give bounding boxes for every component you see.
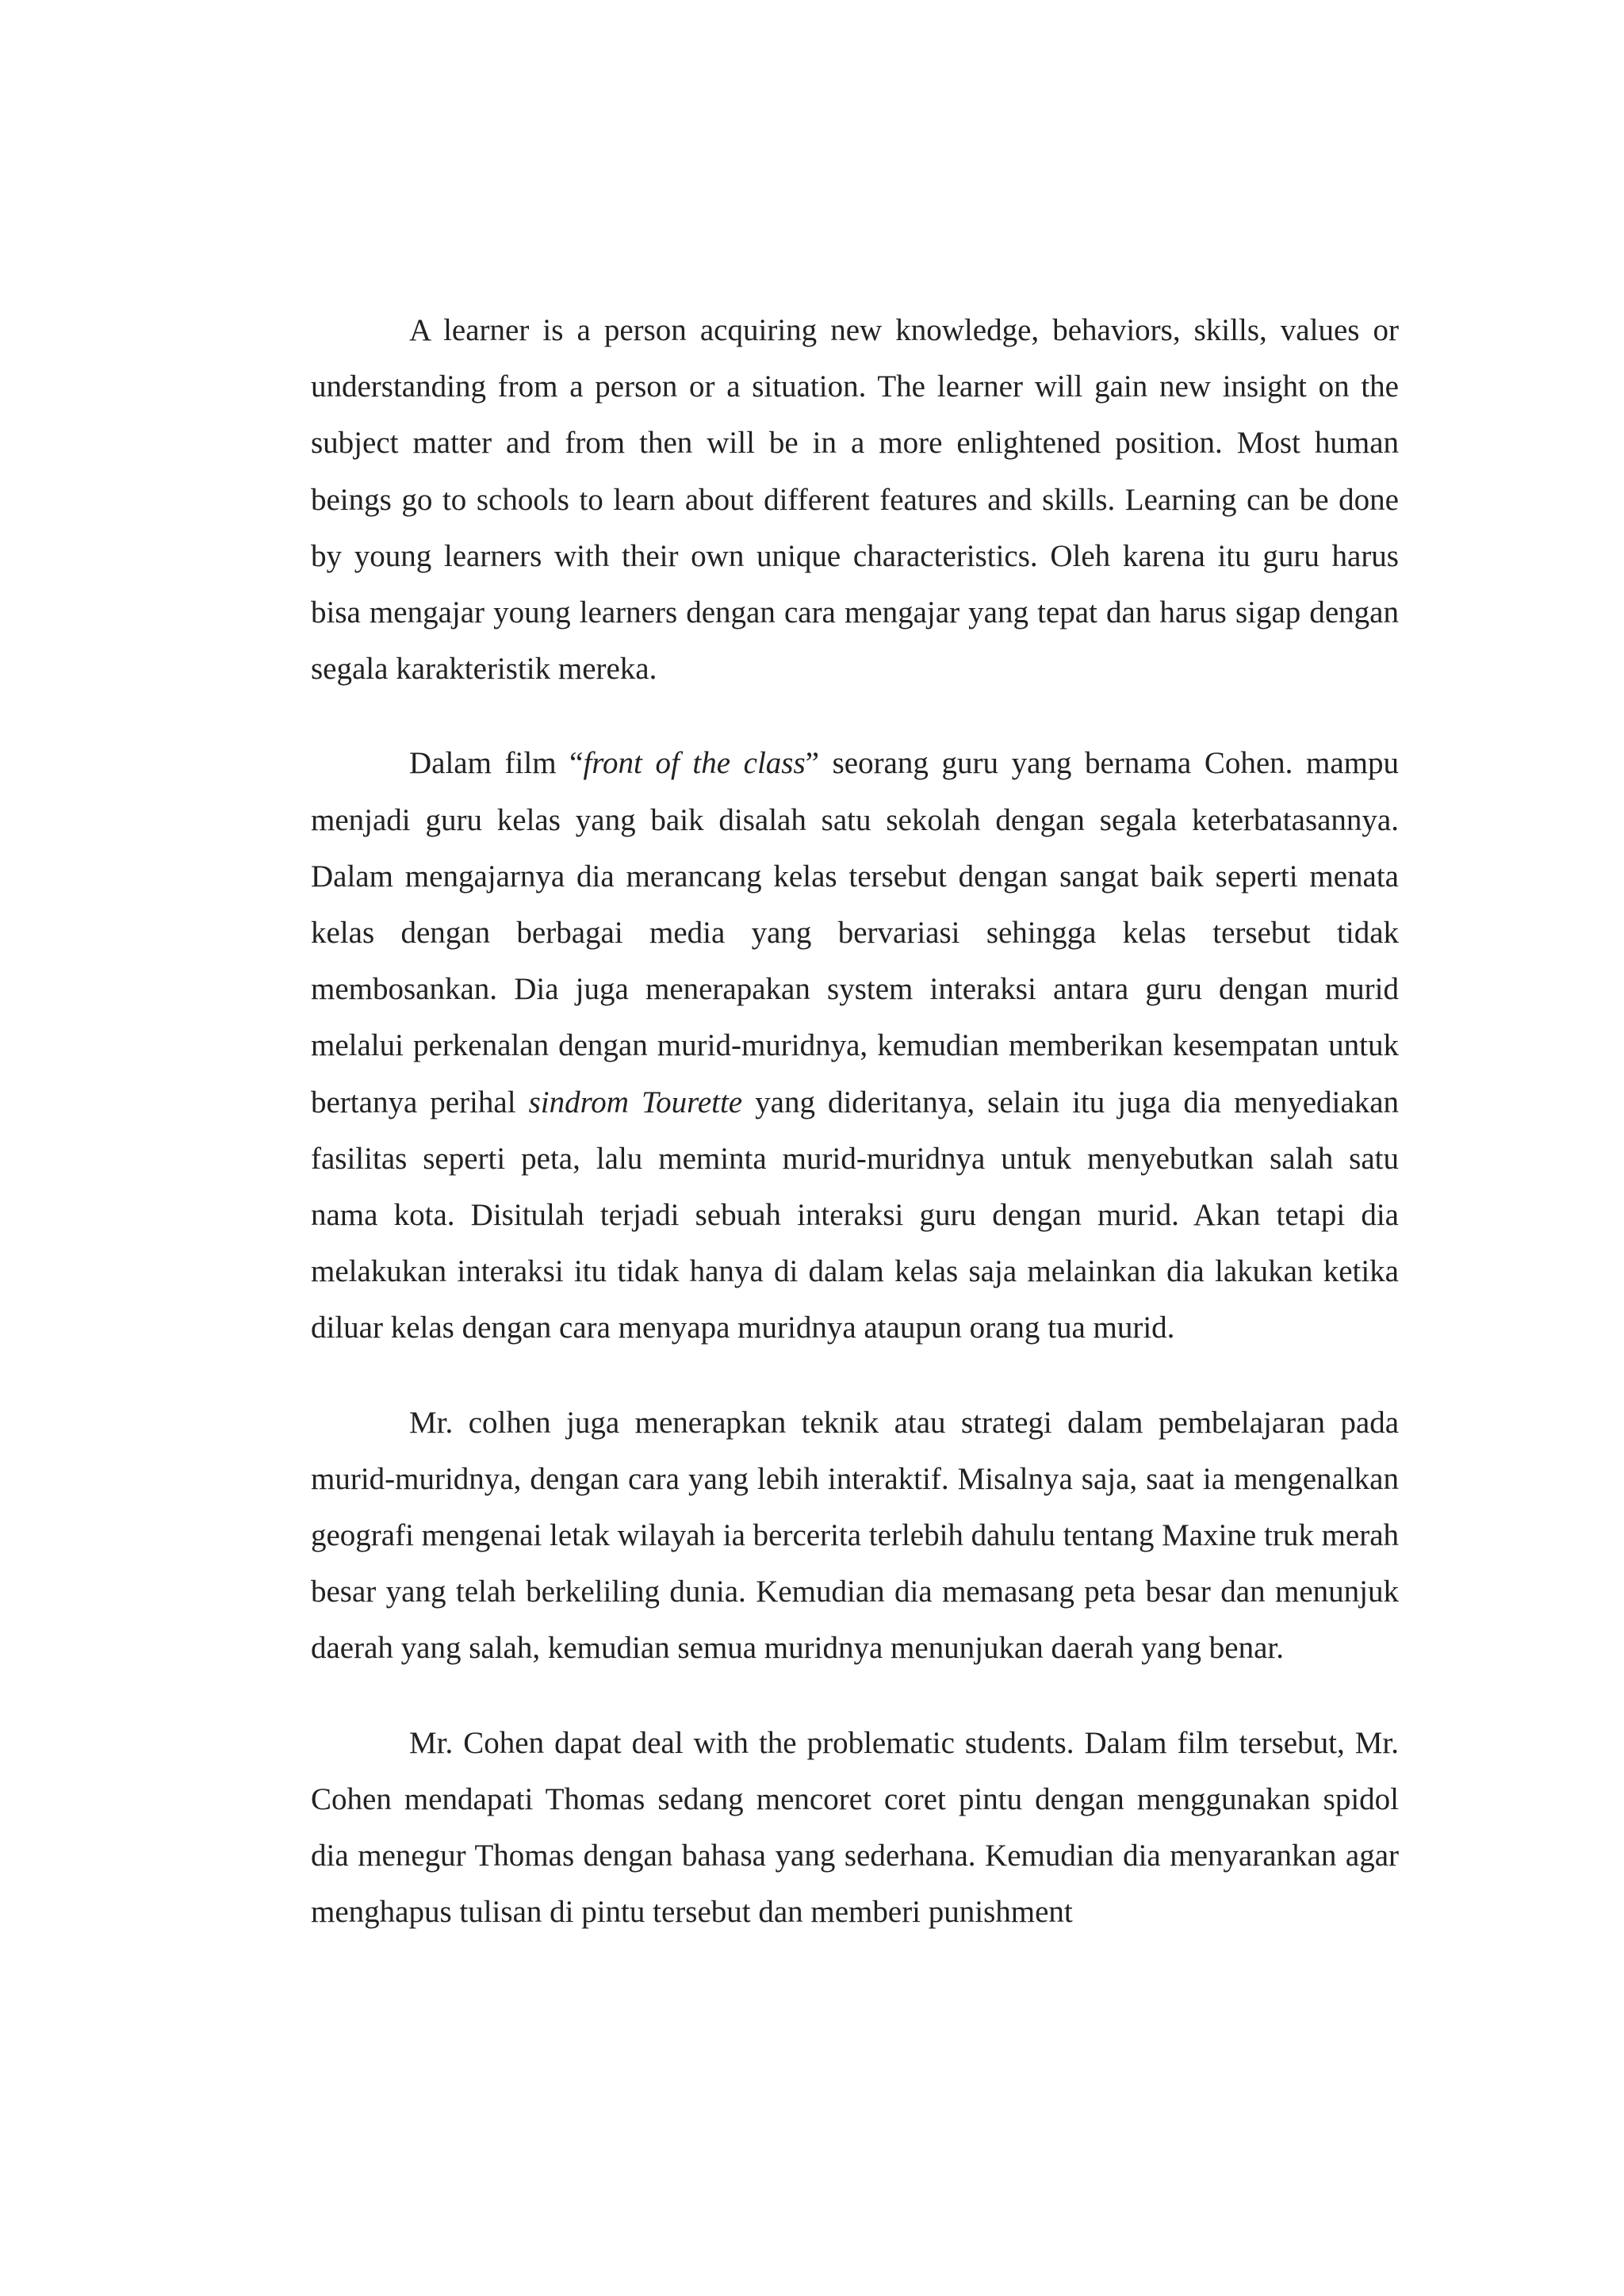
paragraph-text: A learner is a person acquiring new knowledge, behaviors, skills, values or understanding from a person or a situation. The learner will gain new insight on the subject matter and from then will be in a more enlightened position. Most human beings go to schools to learn about different features and skills. Learning can be done by young learners with their own unique characteristics. Oleh karena itu guru harus bisa mengajar young learners dengan cara mengajar yang tepat dan harus sigap dengan segala karakteristik mereka. bbox=[311, 313, 1399, 687]
paragraph-problematic-students bbox=[311, 1715, 1399, 1941]
paragraph-text: yang dideritanya, selain itu juga dia menyediakan fasilitas seperti peta, lalu meminta murid-muridnya untuk menyebutkan salah satu nama kota. Disitulah terjadi sebuah interaksi guru dengan murid. Akan tetapi dia melakukan interaksi itu tidak hanya di dalam kelas saja melainkan dia lakukan ketika diluar kelas dengan cara menyapa muridnya ataupun orang tua murid. bbox=[311, 1085, 1400, 1345]
paragraph-teaching-strategy bbox=[311, 1395, 1399, 1677]
syndrome-name-italic: sindrom Tourette bbox=[528, 1085, 743, 1119]
paragraph-text: Dalam film “ bbox=[409, 746, 584, 781]
film-title-italic: front of the class bbox=[583, 746, 806, 781]
paragraph-learner-definition bbox=[311, 302, 1399, 697]
paragraph-text: Mr. Cohen dapat deal with the problematic students. Dalam film tersebut, Mr. Cohen mendapati Thomas sedang mencoret coret pintu dengan menggunakan spidol dia menegur Thomas dengan bahasa yang sederhana. Kemudian dia menyarankan agar menghapus tulisan di pintu tersebut dan memberi punishment bbox=[311, 1725, 1399, 1930]
paragraph-front-of-the-class bbox=[311, 735, 1399, 1356]
document-body bbox=[311, 302, 1399, 1940]
paragraph-text: Mr. colhen juga menerapkan teknik atau strategi dalam pembelajaran pada murid-muridnya, dengan cara yang lebih interaktif. Misalnya saja, saat ia mengenalkan geografi mengenai letak wilayah ia bercerita terlebih dahulu tentang Maxine truk merah besar yang telah berkeliling dunia. Kemudian dia memasang peta besar dan menunjuk daerah yang salah, kemudian semua muridnya menunjukan daerah yang benar. bbox=[311, 1405, 1400, 1666]
paragraph-text: ” seorang guru yang bernama Cohen. mampu menjadi guru kelas yang baik disalah satu sekolah dengan segala keterbatasannya. Dalam mengajarnya dia merancang kelas tersebut dengan sangat baik seperti menata kelas dengan berbagai media yang bervariasi sehingga kelas tersebut tidak membosankan. Dia juga menerapakan system interaksi antara guru dengan murid melalui perkenalan dengan murid-muridnya, kemudian memberikan kesempatan untuk bertanya perihal bbox=[311, 746, 1399, 1119]
